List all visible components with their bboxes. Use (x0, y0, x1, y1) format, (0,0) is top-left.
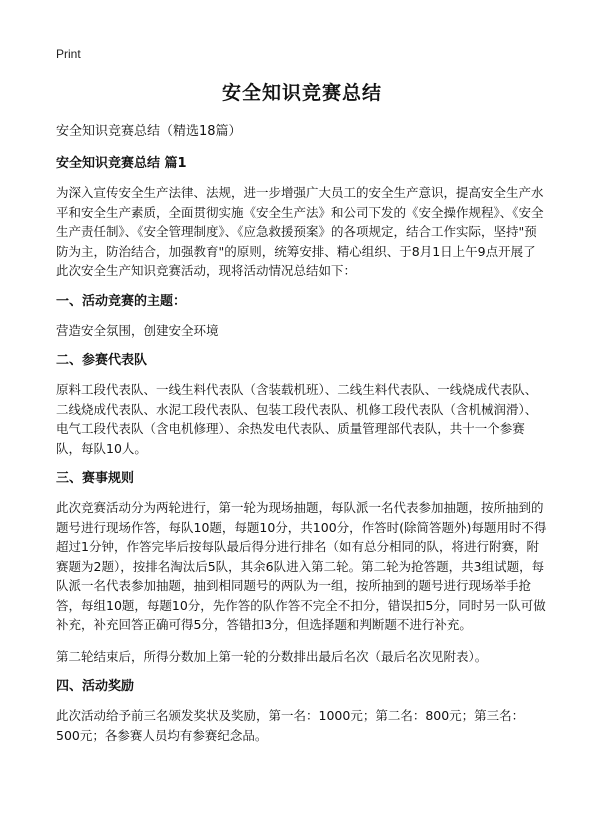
section-rewards-text: 此次活动给予前三名颁发奖状及奖励，第一名：1000元；第二名：800元；第三名：500元；各参赛人员均有参赛纪念品。 (56, 708, 525, 743)
document-body (56, 78, 548, 757)
section-rules-ranking: 第二轮结束后，所得分数加上第一轮的分数排出最后名次（最后名次见附表）。 (56, 648, 488, 664)
document-subtitle: 安全知识竞赛总结（精选18篇） (56, 124, 242, 139)
page-title: 安全知识竞赛总结 (221, 82, 382, 104)
print-link[interactable]: Print (56, 47, 81, 61)
section-teams-heading: 二、参赛代表队 (56, 353, 148, 368)
section-rules-heading: 三、赛事规则 (56, 471, 135, 486)
section-rules-text: 此次竞赛活动分为两轮进行，第一轮为现场抽题，每队派一名代表参加抽题，按所抽到的题号进行现场作答，每队10题，每题10分，共100分，作答时(除简答题外)每题用时不得超过1分钟，作答完毕后按每队最后得分进行排名（如有总分相同的队，将进行附赛，附赛题为2题），按排名淘汰后5队，其余6队进入第二轮。第二轮为抢答题，共3组试题，每队派一名代表参加抽题，抽到相同题号的两队为一组，按所抽到的题号进行现场举手抢答，每组10题，每题10分，先作答的队作答不完全不扣分，错误扣5分，同时另一队可做补充，补充回答正确可得5分，答错扣3分，但选择题和判断题不进行补充。 (56, 500, 547, 632)
section-theme-text: 营造安全氛围，创建安全环境 (56, 322, 219, 338)
section-rewards-heading: 四、活动奖励 (56, 679, 135, 694)
part-heading: 安全知识竞赛总结 篇1 (56, 156, 187, 171)
section-theme-heading: 一、活动竞赛的主题： (56, 293, 187, 309)
intro-paragraph: 为深入宣传安全生产法律、法规，进一步增强广大员工的安全生产意识，提高安全生产水平和安全生产素质，全面贯彻实施《安全生产法》和公司下发的《安全操作规程》、《安全生产责任制》、《安全管理制度》、《应急救援预案》的各项规定，结合工作实际，坚持"预防为主，防治结合，加强教育"的原则，统筹安排、精心组织、于8月1日上午9点开展了此次安全生产知识竞赛活动，现将活动情况总结如下： (56, 185, 544, 278)
section-teams-text: 原料工段代表队、一线生料代表队（含装载机班）、二线生料代表队、一线烧成代表队、二线烧成代表队、水泥工段代表队、包装工段代表队、机修工段代表队（含机械润滑）、电气工段代表队（含电机修理）、余热发电代表队、质量管理部代表队，共十一个参赛队，每队10人。 (56, 382, 538, 456)
